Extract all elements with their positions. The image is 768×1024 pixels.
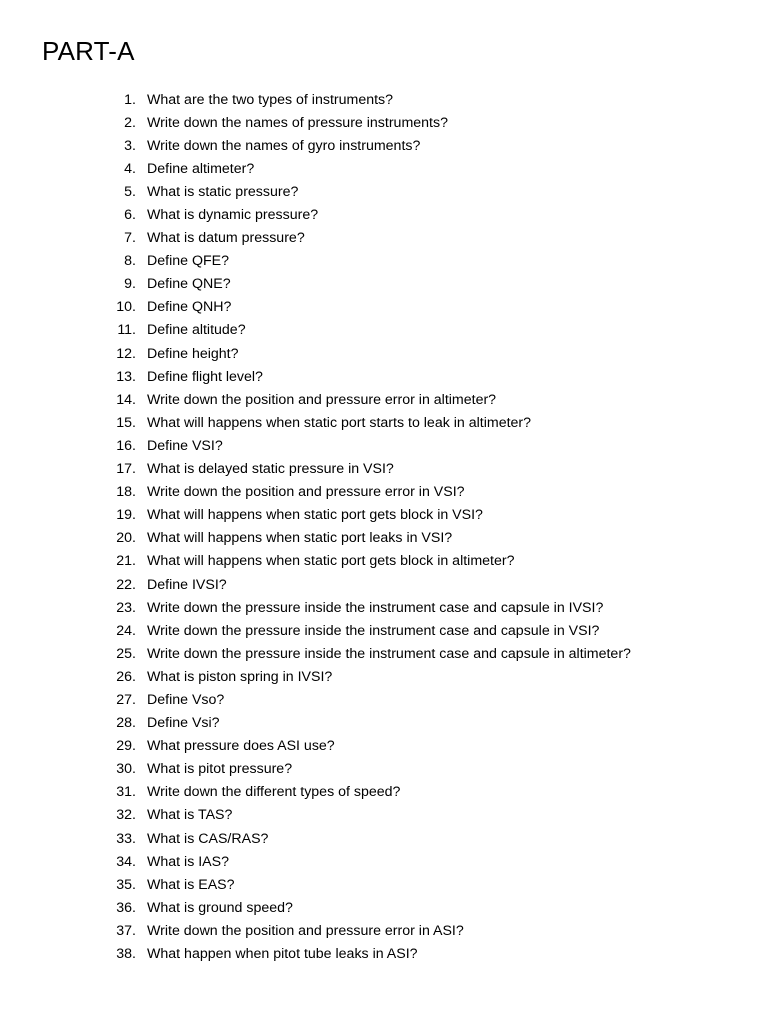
question-number: 1.: [124, 91, 136, 108]
list-item: [110, 781, 631, 804]
question-number: 12.: [116, 345, 136, 362]
list-item: [110, 273, 631, 296]
list-item: [110, 180, 631, 203]
question-number: 8.: [124, 253, 136, 270]
list-item: [110, 896, 631, 919]
question-text: Write down the names of pressure instruments?: [147, 114, 448, 131]
question-text: Define height?: [147, 345, 239, 362]
list-item: [110, 573, 631, 596]
question-text: Write down the different types of speed?: [147, 784, 401, 801]
question-text: What happen when pitot tube leaks in ASI?: [147, 946, 418, 963]
list-item: [110, 850, 631, 873]
question-text: What will happens when static port starts to leak in altimeter?: [147, 414, 532, 431]
list-item: [110, 712, 631, 735]
question-number: 9.: [124, 276, 136, 293]
list-item: [110, 642, 631, 665]
question-number: 7.: [124, 230, 136, 247]
question-number: 32.: [116, 807, 136, 824]
list-item: [110, 111, 631, 134]
list-item: [110, 596, 631, 619]
question-text: Define altimeter?: [147, 160, 255, 177]
question-text: Write down the pressure inside the instrument case and capsule in IVSI?: [147, 599, 604, 616]
question-text: Define IVSI?: [147, 576, 227, 593]
question-text: What is datum pressure?: [147, 230, 305, 247]
question-number: 3.: [124, 137, 136, 154]
list-item: [110, 827, 631, 850]
question-text: What is piston spring in IVSI?: [147, 668, 333, 685]
question-text: Write down the position and pressure error in ASI?: [147, 922, 464, 939]
question-number: 35.: [116, 876, 136, 893]
question-number: 37.: [116, 922, 136, 939]
question-text: Define VSI?: [147, 437, 223, 454]
question-number: 28.: [116, 715, 136, 732]
question-text: What will happens when static port leaks in VSI?: [147, 530, 453, 547]
question-number: 38.: [116, 946, 136, 963]
list-item: [110, 411, 631, 434]
question-text: Define Vso?: [147, 691, 225, 708]
question-number: 13.: [116, 368, 136, 385]
question-number: 20.: [116, 530, 136, 547]
question-number: 11.: [117, 322, 136, 339]
question-text: Define QNE?: [147, 276, 231, 293]
list-item: [110, 458, 631, 481]
question-number: 22.: [116, 576, 136, 593]
question-number: 17.: [116, 461, 136, 478]
list-item: [110, 619, 631, 642]
list-item: [110, 735, 631, 758]
list-item: [110, 919, 631, 942]
question-text: What will happens when static port gets block in altimeter?: [147, 553, 515, 570]
question-text: What is dynamic pressure?: [147, 207, 319, 224]
question-number: 33.: [116, 830, 136, 847]
list-item: [110, 250, 631, 273]
question-list: [110, 88, 631, 966]
question-text: Define Vsi?: [147, 715, 220, 732]
question-text: What is CAS/RAS?: [147, 830, 269, 847]
question-number: 2.: [124, 114, 136, 131]
question-text: What are the two types of instruments?: [147, 91, 394, 108]
list-item: [110, 227, 631, 250]
list-item: [110, 804, 631, 827]
list-item: [110, 665, 631, 688]
list-item: [110, 942, 631, 965]
list-item: [110, 296, 631, 319]
question-text: Define QNH?: [147, 299, 232, 316]
list-item: [110, 873, 631, 896]
question-number: 31.: [116, 784, 136, 801]
question-number: 15.: [116, 414, 136, 431]
list-item: [110, 319, 631, 342]
question-text: What is pitot pressure?: [147, 761, 293, 778]
question-number: 21.: [116, 553, 136, 570]
question-text: Write down the pressure inside the instrument case and capsule in altimeter?: [147, 645, 631, 662]
question-number: 18.: [116, 484, 136, 501]
question-number: 30.: [116, 761, 136, 778]
list-item: [110, 504, 631, 527]
list-item: [110, 481, 631, 504]
list-item: [110, 527, 631, 550]
list-item: [110, 203, 631, 226]
question-number: 4.: [124, 160, 136, 177]
question-number: 34.: [116, 853, 136, 870]
question-text: What is delayed static pressure in VSI?: [147, 461, 394, 478]
page-title: PART-A: [42, 36, 135, 66]
list-item: [110, 388, 631, 411]
question-text: Define flight level?: [147, 368, 263, 385]
question-number: 27.: [116, 691, 136, 708]
question-text: Write down the position and pressure error in altimeter?: [147, 391, 497, 408]
question-text: What is EAS?: [147, 876, 235, 893]
list-item: [110, 758, 631, 781]
list-item: [110, 688, 631, 711]
list-item: [110, 434, 631, 457]
question-number: 16.: [116, 437, 136, 454]
question-text: Define altitude?: [147, 322, 246, 339]
question-text: Write down the names of gyro instruments?: [147, 137, 421, 154]
list-item: [110, 342, 631, 365]
question-text: What pressure does ASI use?: [147, 738, 335, 755]
list-item: [110, 365, 631, 388]
question-number: 29.: [116, 738, 136, 755]
question-text: What is IAS?: [147, 853, 230, 870]
list-item: [110, 157, 631, 180]
question-number: 14.: [116, 391, 136, 408]
question-text: What is TAS?: [147, 807, 233, 824]
question-number: 25.: [116, 645, 136, 662]
question-number: 6.: [124, 207, 136, 224]
question-number: 24.: [116, 622, 136, 639]
question-text: What is ground speed?: [147, 899, 293, 916]
question-number: 5.: [124, 183, 136, 200]
question-text: What is static pressure?: [147, 183, 299, 200]
list-item: [110, 550, 631, 573]
question-text: What will happens when static port gets block in VSI?: [147, 507, 483, 524]
question-text: Write down the pressure inside the instrument case and capsule in VSI?: [147, 622, 600, 639]
list-item: [110, 134, 631, 157]
list-item: [110, 88, 631, 111]
question-text: Define QFE?: [147, 253, 230, 270]
question-number: 23.: [116, 599, 136, 616]
question-text: Write down the position and pressure error in VSI?: [147, 484, 465, 501]
question-number: 26.: [116, 668, 136, 685]
question-number: 36.: [116, 899, 136, 916]
question-number: 19.: [116, 507, 136, 524]
question-number: 10.: [116, 299, 136, 316]
